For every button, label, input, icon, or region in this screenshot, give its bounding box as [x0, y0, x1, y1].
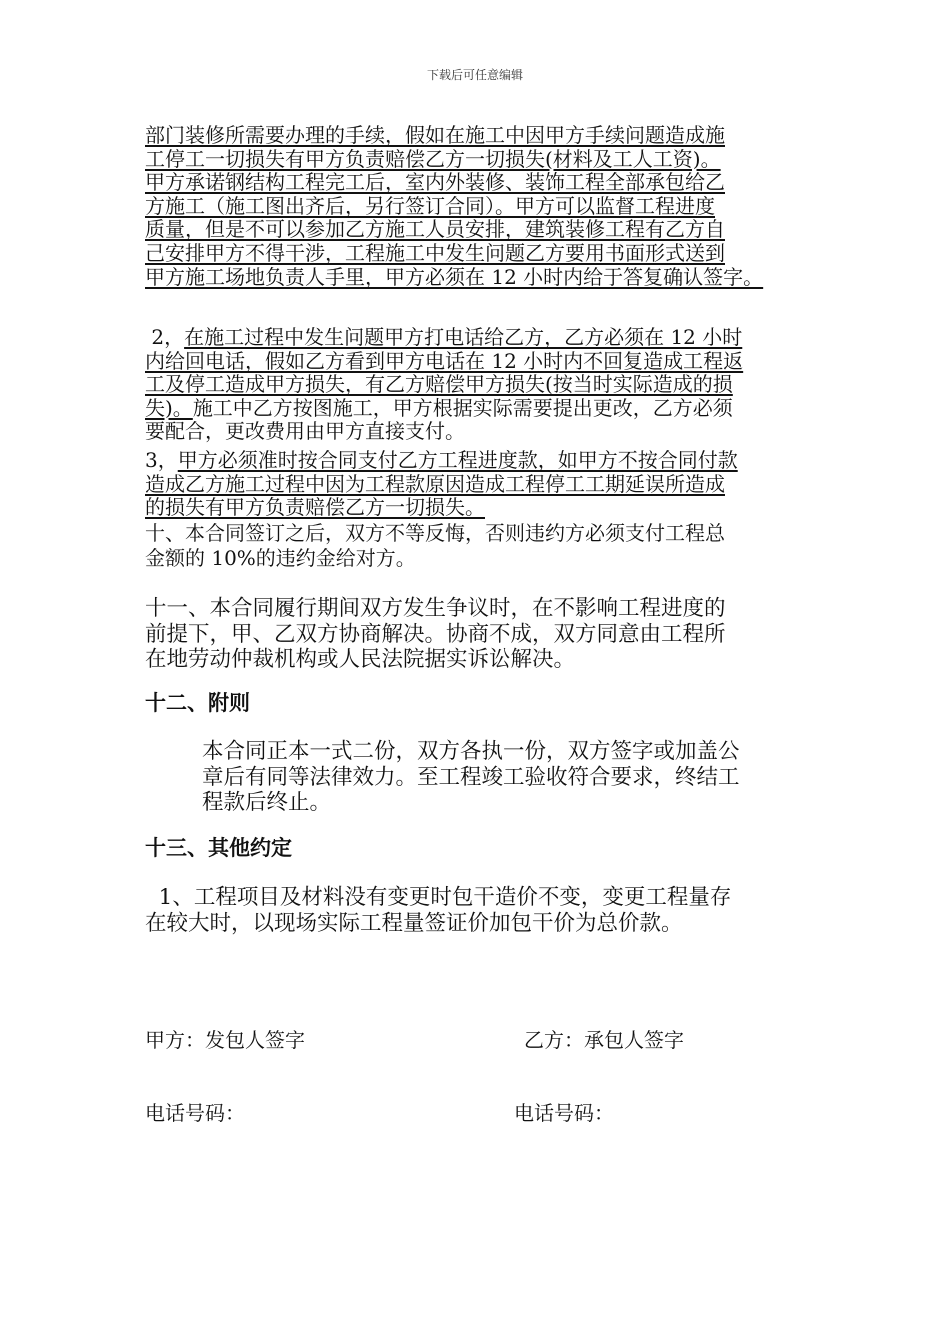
text-line: 造成乙方施工过程中因为工程款原因造成工程停工工期延误所造成 — [145, 471, 725, 496]
text-line: 施工中乙方按图施工，甲方根据实际需要提出更改，乙方必须 — [192, 395, 733, 420]
paragraph-procedures — [145, 124, 825, 289]
text-line: 甲方必须准时按合同支付乙方工程进度款，如甲方不按合同付款 — [177, 448, 738, 472]
text-line: 前提下，甲、乙双方协商解决。协商不成，双方同意由工程所 — [145, 621, 726, 647]
text-line: 在施工过程中发生问题甲方打电话给乙方，乙方必须在 12 小时 — [184, 325, 743, 349]
text-line: 要配合，更改费用由甲方直接支付。 — [145, 419, 465, 443]
text-line: 工停工一切损失有甲方负责赔偿乙方一切损失(材料及工人工资)。 — [145, 146, 721, 171]
text-line: 程款后终止。 — [202, 790, 332, 815]
text-line: 十、本合同签订之后，双方不等反悔，否则违约方必须支付工程总 — [145, 521, 725, 545]
text-line: 质量，但是不可以参加乙方施工人员安排，建筑装修工程有乙方自 — [145, 217, 725, 242]
text-line: 本合同正本一式二份，双方各执一份，双方签字或加盖公 — [202, 739, 740, 764]
section-12-heading: 十二、附则 — [145, 691, 250, 715]
text-line: 甲方施工场地负责人手里，甲方必须在 12 小时内给于答复确认签字。 — [145, 264, 764, 289]
text-line: 在较大时，以现场实际工程量签证价加包干价为总价款。 — [145, 910, 683, 936]
item-2 — [145, 326, 825, 444]
clause-11 — [145, 596, 825, 673]
party-b-signature-label: 乙方：承包人签字 — [524, 1028, 684, 1052]
party-b-phone-label: 电话号码： — [514, 1101, 614, 1125]
text-line: 在地劳动仲裁机构或人民法院据实诉讼解决。 — [145, 647, 576, 672]
text-line: 1、工程项目及材料没有变更时包干造价不变，变更工程量存 — [145, 885, 732, 910]
text-line: 十一、本合同履行期间双方发生争议时，在不影响工程进度的 — [145, 596, 726, 621]
item-number: 3， — [145, 448, 178, 472]
item-3 — [145, 449, 825, 520]
party-a-signature-label: 甲方：发包人签字 — [145, 1028, 305, 1052]
text-line: 部门装修所需要办理的手续，假如在施工中因甲方手续问题造成施 — [145, 123, 725, 147]
text-line: 方施工（施工图出齐后，另行签订合同）。甲方可以监督工程进度 — [145, 193, 715, 218]
section-13-body — [145, 885, 825, 936]
text-line: 内给回电话，假如乙方看到甲方电话在 12 小时内不回复造成工程返 — [145, 348, 744, 373]
section-12-body — [202, 739, 822, 816]
text-line: 金额的 10%的违约金给对方。 — [145, 546, 416, 570]
text-line: 甲方承诺钢结构工程完工后，室内外装修、装饰工程全部承包给乙 — [145, 170, 725, 195]
text-line: 工及停工造成甲方损失，有乙方赔偿甲方损失(按当时实际造成的损 — [145, 372, 733, 396]
text-line: 章后有同等法律效力。至工程竣工验收符合要求，终结工 — [202, 764, 740, 790]
text-line: 的损失有甲方负责赔偿乙方一切损失。 — [145, 495, 485, 519]
section-13-heading: 十三、其他约定 — [145, 836, 292, 860]
item-number: 2， — [145, 325, 185, 349]
text-line: 失)。 — [145, 395, 193, 420]
page-header: 下载后可任意编辑 — [426, 68, 523, 82]
party-a-phone-label: 电话号码： — [145, 1101, 245, 1125]
clause-10 — [145, 521, 825, 571]
text-line: 己安排甲方不得干涉，工程施工中发生问题乙方要用书面形式送到 — [145, 240, 725, 265]
